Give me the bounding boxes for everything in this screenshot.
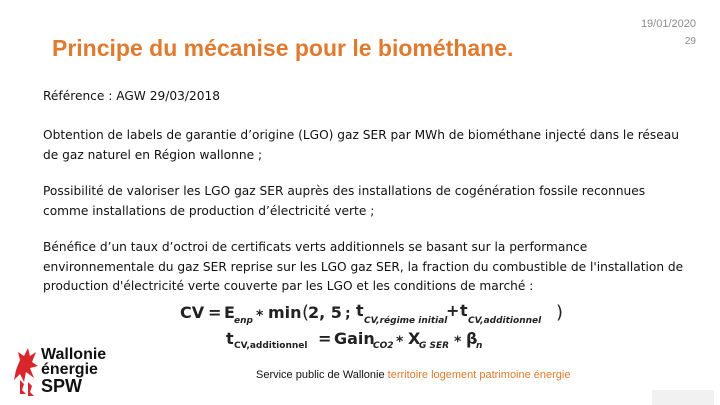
formula-open-paren: ( xyxy=(302,302,310,323)
formula-x-sub: G SER xyxy=(419,341,450,351)
formula-gain-sub: CO2 xyxy=(373,341,394,351)
formula-eq-1: = xyxy=(208,303,222,322)
formula-x: X xyxy=(408,329,421,348)
formula-beta: β xyxy=(466,329,478,348)
corner-decoration xyxy=(652,390,714,405)
formula-gain: Gain xyxy=(334,329,375,348)
formula-star-3: * xyxy=(454,334,462,350)
logo-wallonie: Wallonie xyxy=(41,346,107,363)
slide-title: Principe du mécanise pour le biométhane. xyxy=(52,35,514,61)
footer-org: Service public de Wallonie xyxy=(256,369,385,381)
footer-tagline: territoire logement patrimoine énergie xyxy=(387,369,571,381)
formula-plus: + xyxy=(446,301,460,320)
formula-eq-2: = xyxy=(318,329,332,348)
logo-spw: SPW xyxy=(41,376,83,396)
reference-text: Référence : AGW 29/03/2018 xyxy=(43,89,220,103)
formula-cv: CV xyxy=(180,303,205,322)
logo-energie: énergie xyxy=(41,361,98,378)
paragraph-lgo: Obtention de labels de garantie d’origine (LGO) gaz SER par MWh de biométhane injecté dans le réseau de gaz naturel en Région wallonne ; xyxy=(43,128,679,162)
formula-e-sub: enp xyxy=(234,316,253,326)
page-number: 29 xyxy=(684,36,696,47)
formula-beta-sub: n xyxy=(476,341,483,351)
formula-t-add-sub: CV,additionnel xyxy=(234,341,308,351)
paragraph-green-certificates: Bénéfice d’un taux d’octroi de certificats verts additionnels se basant sur la performance environnementale du gaz SER reprise sur les LGO gaz SER, la fraction du combustible de l'installation de production d'électricité verte couverte par les LGO et les conditions de marché : xyxy=(43,240,684,293)
formula-two: 2, 5 xyxy=(308,303,342,322)
slide-date: 19/01/2020 xyxy=(640,18,696,30)
formula-semicolon: ; xyxy=(345,306,351,322)
formula-close-paren: ) xyxy=(556,302,564,323)
formula-star-2: * xyxy=(396,334,404,350)
formula-t2: t xyxy=(460,301,468,320)
formula-min: min xyxy=(268,303,302,322)
formula-star-1: * xyxy=(256,308,264,324)
formula-t-add: t xyxy=(226,329,234,348)
formula-t1: t xyxy=(356,301,364,320)
formula-t2-sub: CV,additionnel xyxy=(468,316,542,326)
footer xyxy=(256,369,571,381)
formula-e: E xyxy=(224,303,235,322)
paragraph-cogeneration: Possibilité de valoriser les LGO gaz SER auprès des installations de cogénération fossile reconnues comme installations de production d’électricité verte ; xyxy=(43,184,646,218)
formula xyxy=(178,296,578,356)
formula-t1-sub: CV,régime initial xyxy=(364,316,448,326)
